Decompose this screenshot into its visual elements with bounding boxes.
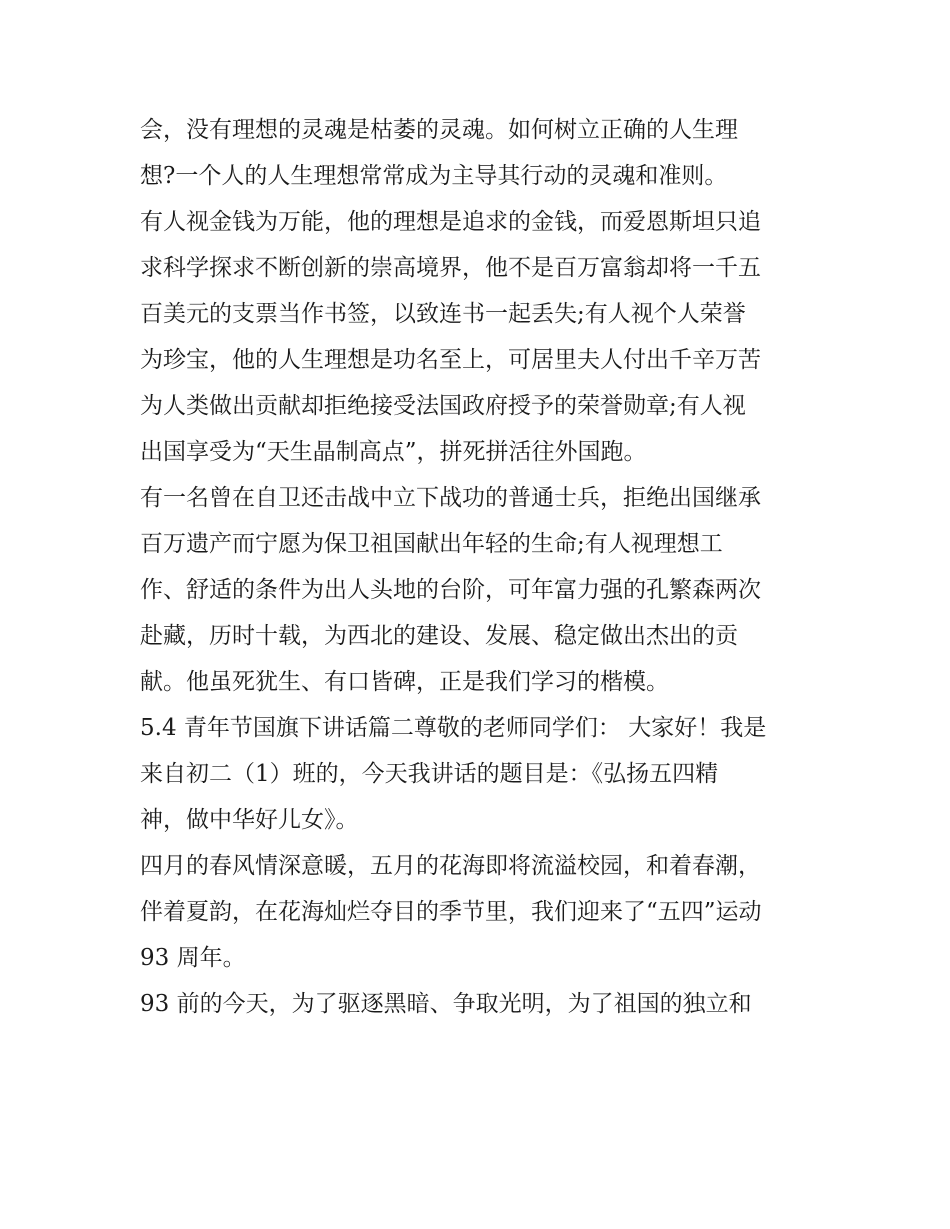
- text-line: 四月的春风情深意暖，五月的花海即将流溢校园，和着春潮，: [140, 853, 761, 879]
- text-line: 来自初二（1）班的，今天我讲话的题目是：《弘扬五四精: [140, 761, 719, 787]
- text-line: 有一名曾在自卫还击战中立下战功的普通士兵，拒绝出国继承: [140, 485, 761, 511]
- text-line: 百万遗产而宁愿为保卫祖国献出年轻的生命;有人视理想工: [140, 531, 723, 557]
- body-text: [140, 107, 820, 1027]
- text-line: 会，没有理想的灵魂是枯萎的灵魂。如何树立正确的人生理: [140, 117, 738, 143]
- text-line: 为人类做出贡献却拒绝接受法国政府授予的荣誉勋章;有人视: [140, 393, 746, 419]
- text-line: 求科学探求不断创新的崇高境界，他不是百万富翁却将一千五: [140, 255, 761, 281]
- text-line: 作、舒适的条件为出人头地的台阶，可年富力强的孔繁森两次: [140, 577, 761, 603]
- text-line: 献。他虽死犹生、有口皆碑，正是我们学习的楷模。: [140, 669, 669, 695]
- text-line: 赴藏，历时十载，为西北的建设、发展、稳定做出杰出的贡: [140, 623, 738, 649]
- text-line: 伴着夏韵，在花海灿烂夺目的季节里，我们迎来了“五四”运动: [140, 899, 762, 925]
- text-line: 有人视金钱为万能，他的理想是追求的金钱，而爱恩斯坦只追: [140, 209, 761, 235]
- text-line: 5.4 青年节国旗下讲话篇二尊敬的老师同学们： 大家好！我是: [140, 715, 767, 741]
- text-line: 百美元的支票当作书签，以致连书一起丢失;有人视个人荣誉: [140, 301, 746, 327]
- text-line: 出国享受为“天生晶制高点”，拼死拼活往外国跑。: [140, 439, 647, 465]
- text-line: 为珍宝，他的人生理想是功名至上，可居里夫人付出千辛万苦: [140, 347, 761, 373]
- text-line: 想?一个人的人生理想常常成为主导其行动的灵魂和准则。: [140, 163, 728, 189]
- text-line: 93 前的今天，为了驱逐黑暗、争取光明，为了祖国的独立和: [140, 991, 752, 1017]
- text-line: 神，做中华好儿女》。: [140, 807, 359, 833]
- text-line: 93 周年。: [140, 945, 246, 971]
